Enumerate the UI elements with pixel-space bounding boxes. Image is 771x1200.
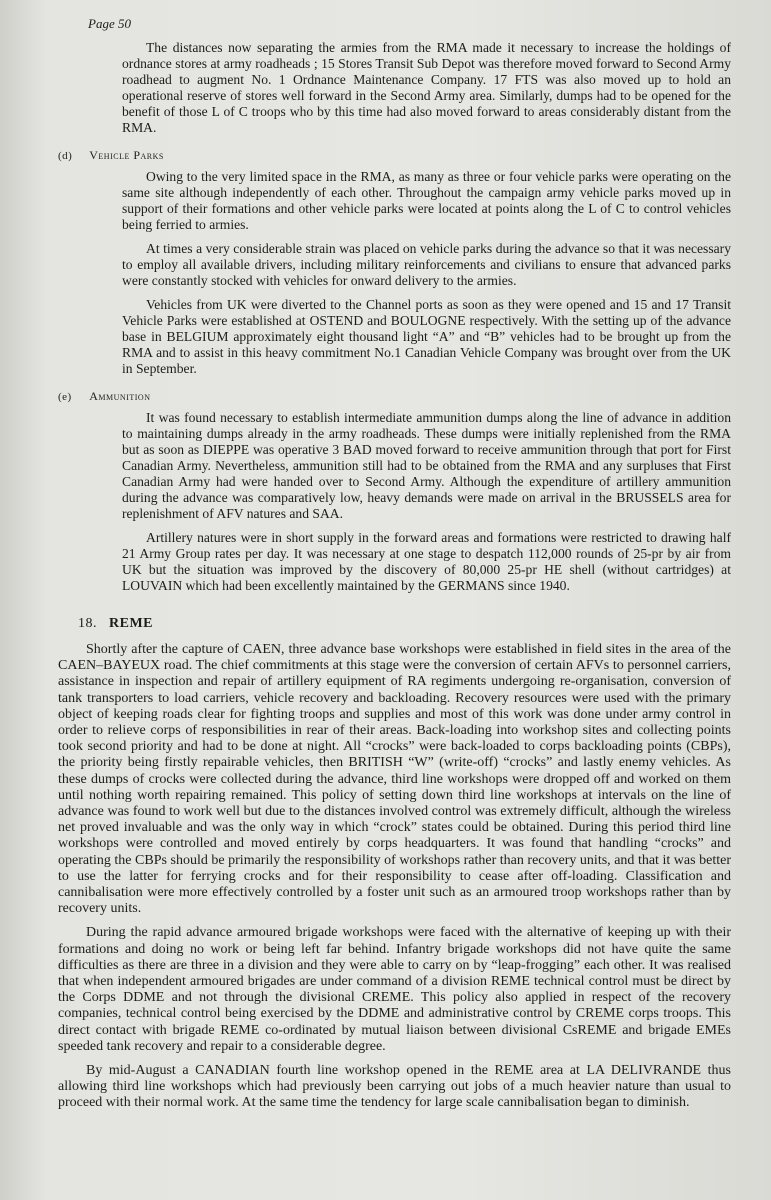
section-d-body xyxy=(122,169,731,377)
section-e-heading xyxy=(58,389,731,404)
section-e-paragraph: Artillery natures were in short supply in the forward areas and formations were restricted to drawing half 21 Army Group rates per day. It was necessary at one stage to despatch 112,000 rounds of 25-pr by air from UK but the situation was improved by the discovery of 80,000 25-pr HE shell (without cartridges) at LOUVAIN which had been excellently maintained by the GERMANS since 1940. xyxy=(122,530,731,593)
section-18-heading xyxy=(78,616,731,632)
section-d-paragraph: At times a very considerable strain was placed on vehicle parks during the advance so that it was necessary to employ all available drivers, including military reinforcements and civilians to ensure that advanced parks were constantly stocked with vehicles for onward delivery to the armies. xyxy=(122,241,731,288)
section-e-label: (e) xyxy=(58,391,72,403)
section-18-number: 18. xyxy=(78,616,97,631)
top-block xyxy=(122,40,731,136)
section-d-heading xyxy=(58,148,731,163)
section-e-paragraph: It was found necessary to establish intermediate ammunition dumps along the line of advance in addition to maintaining dumps already in the army roadheads. These dumps were initially replenished from the RMA but as soon as DIEPPE was operative 3 BAD moved forward to receive ammunition through that port for First Canadian Army. Nevertheless, ammunition still had to be obtained from the RMA and any surpluses that First Canadian Army had were handed over to Second Army. Although the expenditure of artillery ammunition during the advance was comparatively low, heavy demands were made on arrival in the BRUSSELS area for replenishment of AFV natures and SAA. xyxy=(122,410,731,521)
section-18-title: REME xyxy=(109,616,153,631)
section-e-title: Ammunition xyxy=(89,389,151,403)
section-d-paragraph: Vehicles from UK were diverted to the Channel ports as soon as they were opened and 15 and 17 Transit Vehicle Parks were established at OSTEND and BOULOGNE respectively. With the setting up of the advance base in BELGIUM approximately eight thousand light “A” and “B” vehicles had to be brought up from the RMA and to assist in this heavy commitment No.1 Canadian Vehicle Company was brought over from the UK in September. xyxy=(122,297,731,376)
section-18-body xyxy=(58,642,731,1112)
top-paragraph: The distances now separating the armies from the RMA made it necessary to increase the holdings of ordnance stores at army roadheads ; 15 Stores Transit Sub Depot was therefore moved forward to Second Army roadhead to augment No. 1 Ordnance Maintenance Company. 17 FTS was also moved up to hold an operational reserve of stores well forward in the Second Army area. Similarly, dumps had to be opened for the benefit of those L of C troops who by this time had also moved forward to areas considerably distant from the RMA. xyxy=(122,40,731,135)
section-18-paragraph: During the rapid advance armoured brigade workshops were faced with the alternative of keeping up with their formations and doing no work or being left far behind. Infantry brigade workshops did not have quite the same difficulties as there are three in a division and they were able to carry on by “leap-frogging” each other. It was realised that when independent armoured brigades are under command of a division REME technical control must be direct by the Corps DDME and not through the divisional CREME. This policy also applied in respect of the recovery companies, technical control being exercised by the DDME and administrative control by CREME corps troops. This direct contact with brigade REME co-ordinated by mutual liaison between divisional CsREME and brigade EMEs speeded tank recovery and repair to a considerable degree. xyxy=(58,925,731,1054)
section-d-title: Vehicle Parks xyxy=(89,148,164,162)
section-d-label: (d) xyxy=(58,150,73,162)
section-e-body xyxy=(122,410,731,594)
page-number: Page 50 xyxy=(88,16,131,31)
section-d-paragraph: Owing to the very limited space in the RMA, as many as three or four vehicle parks were operating on the same site although independently of each other. Throughout the campaign army vehicle parks moved up in support of their formations and other vehicle parks were located at points along the L of C to control vehicles being ferried to armies. xyxy=(122,169,731,232)
section-18-paragraph: Shortly after the capture of CAEN, three advance base workshops were established in field sites in the area of the CAEN–BAYEUX road. The chief commitments at this stage were the conversion of certain AFVs to personnel carriers, assistance in inspection and repair of artillery equipment of RA regiments undergoing re-organisation, conversion of tank transporters to load carriers, vehicle recovery and backloading. Recovery resources were used with the primary object of keeping roads clear for fighting troops and supplies and most of this work was done under army control in order to relieve corps of responsibilities in rear of their areas. Back-loading into workshop sites and collecting points took second priority and had to be done at night. All “crocks” were back-loaded to corps backloading points (CBPs), the priority being firstly repairable vehicles, then BRITISH “W” (write-off) “crocks” and lastly enemy vehicles. As these dumps of crocks were collected during the advance, third line workshops were dropped off and worked on them until nothing worth repairing remained. This policy of setting down third line workshops at intervals on the line of advance was found to work well but due to the distances involved control was extremely difficult, although the wireless net proved invaluable and was the only way in which “crock” states could be obtained. During this period third line workshops were controlled and moved entirely by corps headquarters. It was found that handling “crocks” and operating the CBPs should be primarily the responsibility of workshops rather than recovery units, and that it was better to use the latter for ferrying crocks and for their responsibility to cease after off-loading. Classification and cannibalisation were more effectively controlled by a foster unit such as an armoured troop workshops rather than by recovery units. xyxy=(58,642,731,917)
section-18-paragraph: By mid-August a CANADIAN fourth line workshop opened in the REME area at LA DELIVRANDE thus allowing third line workshops which had previously been carrying out jobs of a much heavier nature than usual to proceed with their normal work. At the same time the tendency for large scale cannibalisation began to diminish. xyxy=(58,1063,731,1111)
